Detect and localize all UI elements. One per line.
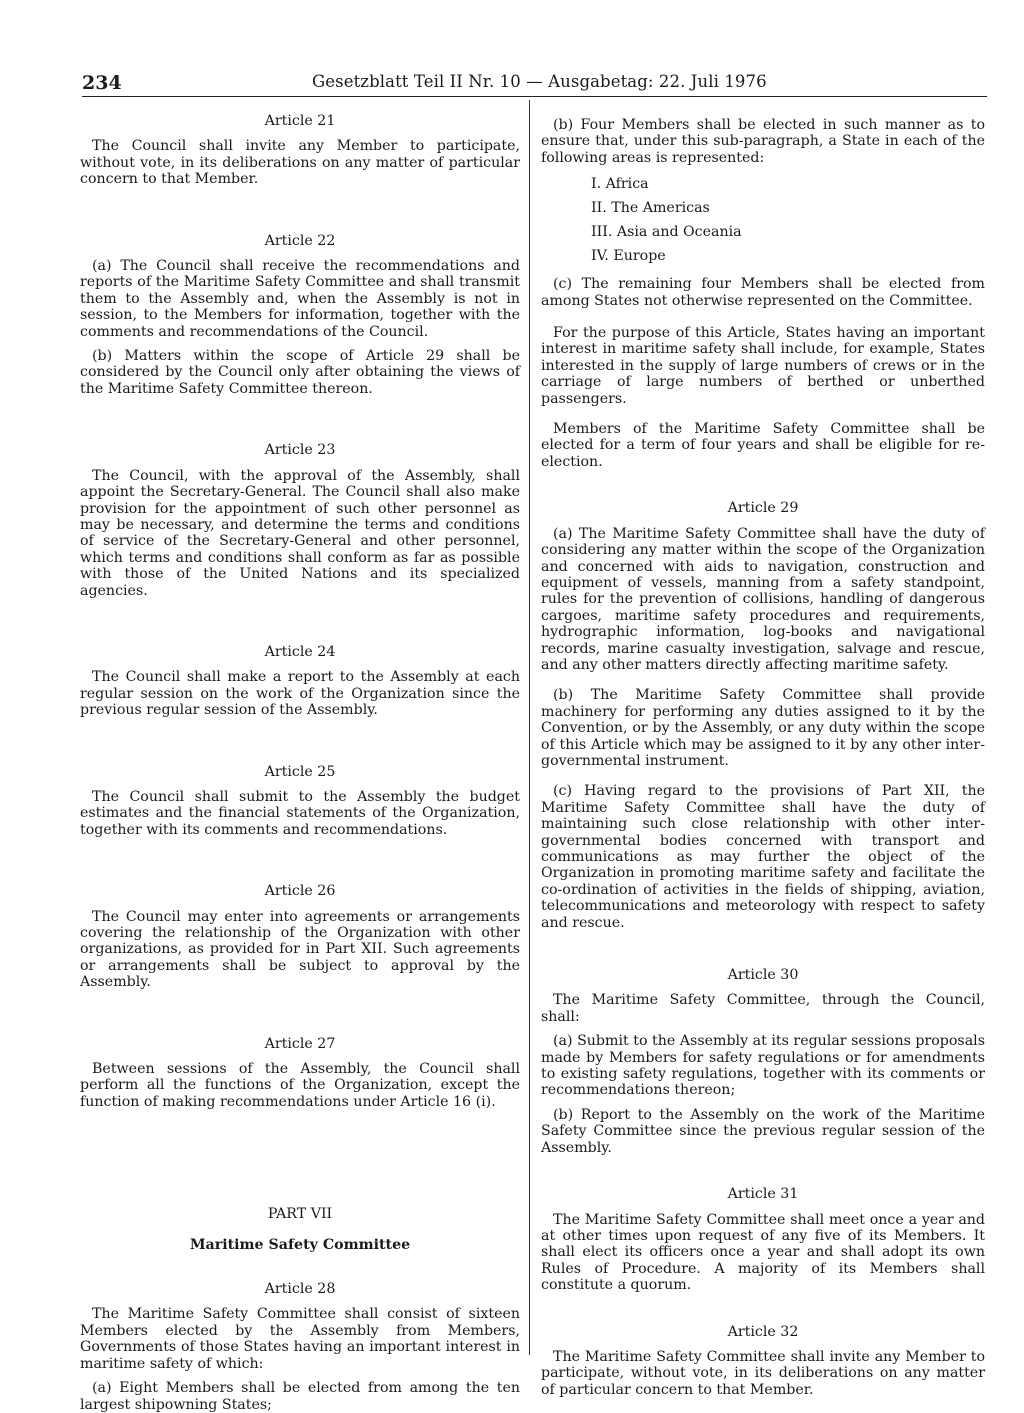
article-paragraph: (c) Having regard to the provisions of Part XII, the Maritime Safety Committee shall have the duty of maintaining such close relationship with other inter-governmental bodies concerned with transport and communications as may further the object of the Organization in promoting maritime safety and facilitate the co-ordination of activities in the fields of shipping, aviation, telecommunications and meteorology with respect to safety and rescue. (541, 783, 985, 931)
running-title: Gesetzblatt Teil II Nr. 10 — Ausgabetag: 22. Juli 1976 (312, 72, 767, 91)
article-heading: Article 31 (727, 1186, 799, 1203)
article-paragraph: The Council, with the approval of the Assembly, shall appoint the Secretary-General. The Council shall also make provision for the appointment of such other personnel as may be necessary, and determine the terms and conditions of service of the Secretary-General and other personnel, which terms and conditions shall conform as far as possible with those of the United Nations and its specialized agencies. (80, 467, 520, 599)
article-heading: Article 22 (264, 232, 336, 249)
article-paragraph: The Maritime Safety Committee shall invite any Member to participate, without vote, in its deliberations on any matter of particular concern to that Member. (541, 1348, 985, 1398)
article-heading: Article 23 (264, 442, 336, 459)
article-heading: Article 25 (264, 763, 336, 780)
article-heading: Article 24 (264, 643, 336, 660)
part-title: Maritime Safety Committee (189, 1236, 411, 1253)
article-paragraph: (a) Submit to the Assembly at its regular sessions proposals made by Members for safety regulations or for amendments to existing safety regulations, together with its comments or recommendations thereon; (541, 1033, 985, 1099)
areas-list (541, 172, 985, 268)
list-item: I. Africa (591, 176, 649, 193)
article-paragraph: The Maritime Safety Committee, through the Council, shall: (541, 992, 985, 1025)
list-item: II. The Americas (591, 200, 710, 217)
article-paragraph: Members of the Maritime Safety Committee shall be elected for a term of four years and shall be eligible for re-election. (541, 421, 985, 470)
article-paragraph: (b) Four Members shall be elected in such manner as to ensure that, under this sub-paragraph, a State in each of the following areas is represented: (541, 117, 985, 166)
article-heading: Article 30 (727, 967, 799, 984)
article-paragraph: The Council may enter into agreements or arrangements covering the relationship of the Organization with other organizations, as provided for in Part XII. Such agreements or arrangements shall be subject to approval by the Assembly. (80, 908, 520, 991)
article-paragraph: (b) Report to the Assembly on the work of the Maritime Safety Committee since the previous regular session of the Assembly. (541, 1106, 985, 1156)
list-item: III. Asia and Oceania (591, 224, 742, 241)
article-paragraph: The Maritime Safety Committee shall consist of sixteen Members elected by the Assembly from Members, Governments of those States having an important interest in maritime safety of which: (80, 1306, 520, 1372)
part-number: PART VII (267, 1206, 333, 1223)
article-heading: Article 32 (727, 1323, 799, 1340)
page-header (82, 72, 987, 97)
article-paragraph: (b) The Maritime Safety Committee shall provide machinery for performing any duties assigned to it by the Convention, or by the Assembly, or any duty within the scope of this Article which may be assigned to it by any other inter-governmental instrument. (541, 687, 985, 769)
column-divider (529, 100, 530, 1355)
article-heading: Article 21 (264, 113, 336, 129)
article-paragraph: (a) The Maritime Safety Committee shall have the duty of considering any matter within the scope of the Organization and concerned with aids to navigation, construction and equipment of vessels, manning from a safety standpoint, rules for the prevention of collisions, handling of dangerous cargoes, maritime safety procedures and requirements, hydrographic information, log-books and navigational records, marine casualty investigation, salvage and rescue, and any other matters directly affecting maritime safety. (541, 525, 985, 673)
list-item: IV. Europe (591, 248, 666, 265)
article-heading: Article 26 (264, 883, 336, 900)
article-paragraph: Between sessions of the Assembly, the Council shall perform all the functions of the Organization, except the function of making recommendations under Article 16 (i). (80, 1061, 520, 1110)
article-paragraph: For the purpose of this Article, States having an important interest in maritime safety shall include, for example, States interested in the supply of large numbers of crews or in the carriage of large numbers of berthed or unberthed passengers. (541, 325, 985, 407)
article-heading: Article 29 (727, 500, 799, 517)
article-paragraph: (a) The Council shall receive the recommendations and reports of the Maritime Safety Committee and shall transmit them to the Assembly and, when the Assembly is not in session, to the Members for information, together with the comments and recommendations of the Council. (80, 258, 520, 340)
left-column (80, 113, 520, 1413)
article-paragraph: The Council shall make a report to the Assembly at each regular session on the work of the Organization since the previous regular session of the Assembly. (80, 669, 520, 719)
article-paragraph: The Council shall submit to the Assembly the budget estimates and the financial statements of the Organization, together with its comments and recommendations. (80, 788, 520, 838)
article-heading: Article 27 (264, 1035, 336, 1052)
right-column (541, 117, 985, 1398)
article-paragraph: (c) The remaining four Members shall be elected from among States not otherwise represented on the Committee. (541, 276, 985, 309)
article-paragraph: (a) Eight Members shall be elected from among the ten largest shipowning States; (80, 1380, 520, 1413)
article-paragraph: The Maritime Safety Committee shall meet once a year and at other times upon request of any five of its Members. It shall elect its officers once a year and shall adopt its own Rules of Procedure. A majority of its Members shall constitute a quorum. (541, 1211, 985, 1294)
page-number: 234 (82, 72, 122, 94)
article-heading: Article 28 (264, 1281, 336, 1298)
article-paragraph: The Council shall invite any Member to participate, without vote, in its deliberations on any matter of particular concern to that Member. (80, 138, 520, 188)
article-paragraph: (b) Matters within the scope of Article 29 shall be considered by the Council only after obtaining the views of the Maritime Safety Committee thereon. (80, 348, 520, 397)
